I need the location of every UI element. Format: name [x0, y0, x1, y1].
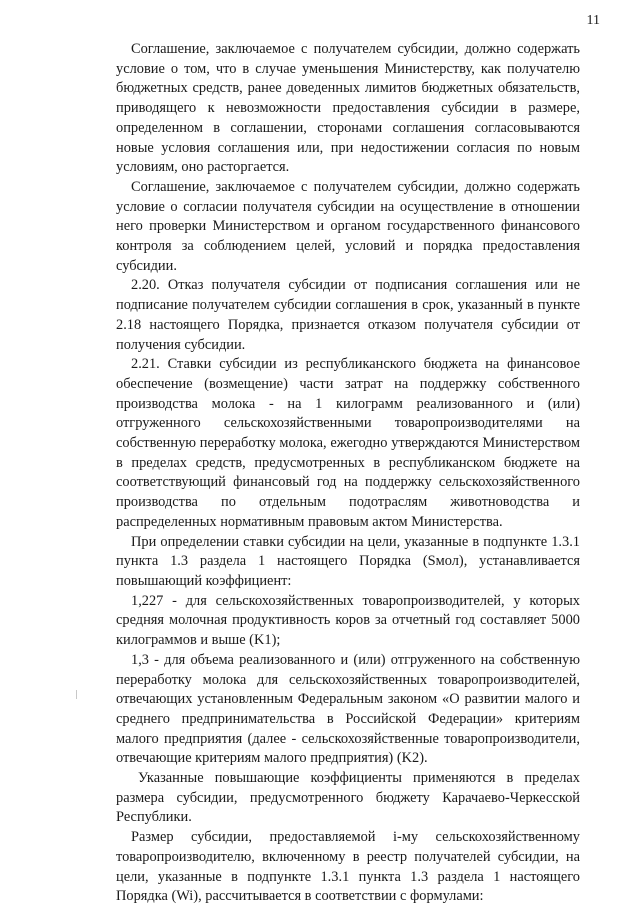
paragraph-coefficient-k2: 1,3 - для объема реализованного и (или) отгруженного на собственную переработку молока для сельскохозяйственных товаропроизводителей, отвечающих установленным Федеральным законом «О развитии малого и среднего предпринимательства в Российской Федерации» критериям малого предприятия (далее - сельскохозяйственные товаропроизводители, отвечающие критериям малого предприятия) (K2). [116, 651, 580, 767]
paragraph-coefficient-limits: Указанные повышающие коэффициенты применяются в пределах размера субсидии, предусмотренного бюджету Карачаево-Черкесской Республики. [116, 770, 580, 826]
page-number: 11 [586, 13, 600, 28]
paragraph-2-20-refusal: 2.20. Отказ получателя субсидии от подписания соглашения или не подписание получателем субсидии соглашения в срок, указанный в пункте 2.18 настоящего Порядка, признается отказом получателя субсидии от получения субсидии. [116, 277, 580, 353]
paragraph-subsidy-amount-formula: Размер субсидии, предоставляемой i-му сельскохозяйственному товаропроизводителю, включенному в реестр получателей субсидии, на цели, указанные в подпункте 1.3.1 пункта 1.3 раздела 1 настоящего Порядка (Wi), рассчитывается в соответствии с формулами: [116, 829, 580, 905]
paragraph-2-21-subsidy-rates: 2.21. Ставки субсидии из республиканского бюджета на финансовое обеспечение (возмещение) части затрат на поддержку собственного производства молока - на 1 килограмм реализованного и (или) отгруженного сельскохозяйственными товаропроизводителями на собственную переработку молока, ежегодно утверждаются Министерством в пределах средств, предусмотренных в республиканском бюджете на соответствующий финансовый год на поддержку сельскохозяйственного производства по отдельным подотраслям животноводства и распределенных нормативным правовым актом Министерства. [116, 356, 580, 530]
paragraph-agreement-inspection-consent: Соглашение, заключаемое с получателем субсидии, должно содержать условие о согласии получателя субсидии на осуществление в отношении него проверки Министерством и органом государственного финансового контроля за соблюдением целей, условий и порядка предоставления субсидии. [116, 178, 580, 274]
paragraph-agreement-budget-limits: Соглашение, заключаемое с получателем субсидии, должно содержать условие о том, что в случае уменьшения Министерству, как получателю бюджетных средств, ранее доведенных лимитов бюджетных обязательств, приводящего к невозможности предоставления субсидии в размере, определенном в соглашении, сторонами соглашения согласовываются новые условия соглашения или, при недостижении согласия по новым условиям, оно расторгается. [116, 41, 580, 176]
paragraph-coefficient-k1: 1,227 - для сельскохозяйственных товаропроизводителей, у которых средняя молочная продуктивность коров за отчетный год составляет 5000 килограммов и выше (K1); [116, 592, 580, 649]
paragraph-rate-multiplier: При определении ставки субсидии на цели, указанные в подпункте 1.3.1 пункта 1.3 раздела 1 настоящего Порядка (Sмол), устанавливается повышающий коэффициент: [116, 533, 580, 589]
margin-mark [76, 690, 77, 699]
document-body [116, 40, 580, 907]
